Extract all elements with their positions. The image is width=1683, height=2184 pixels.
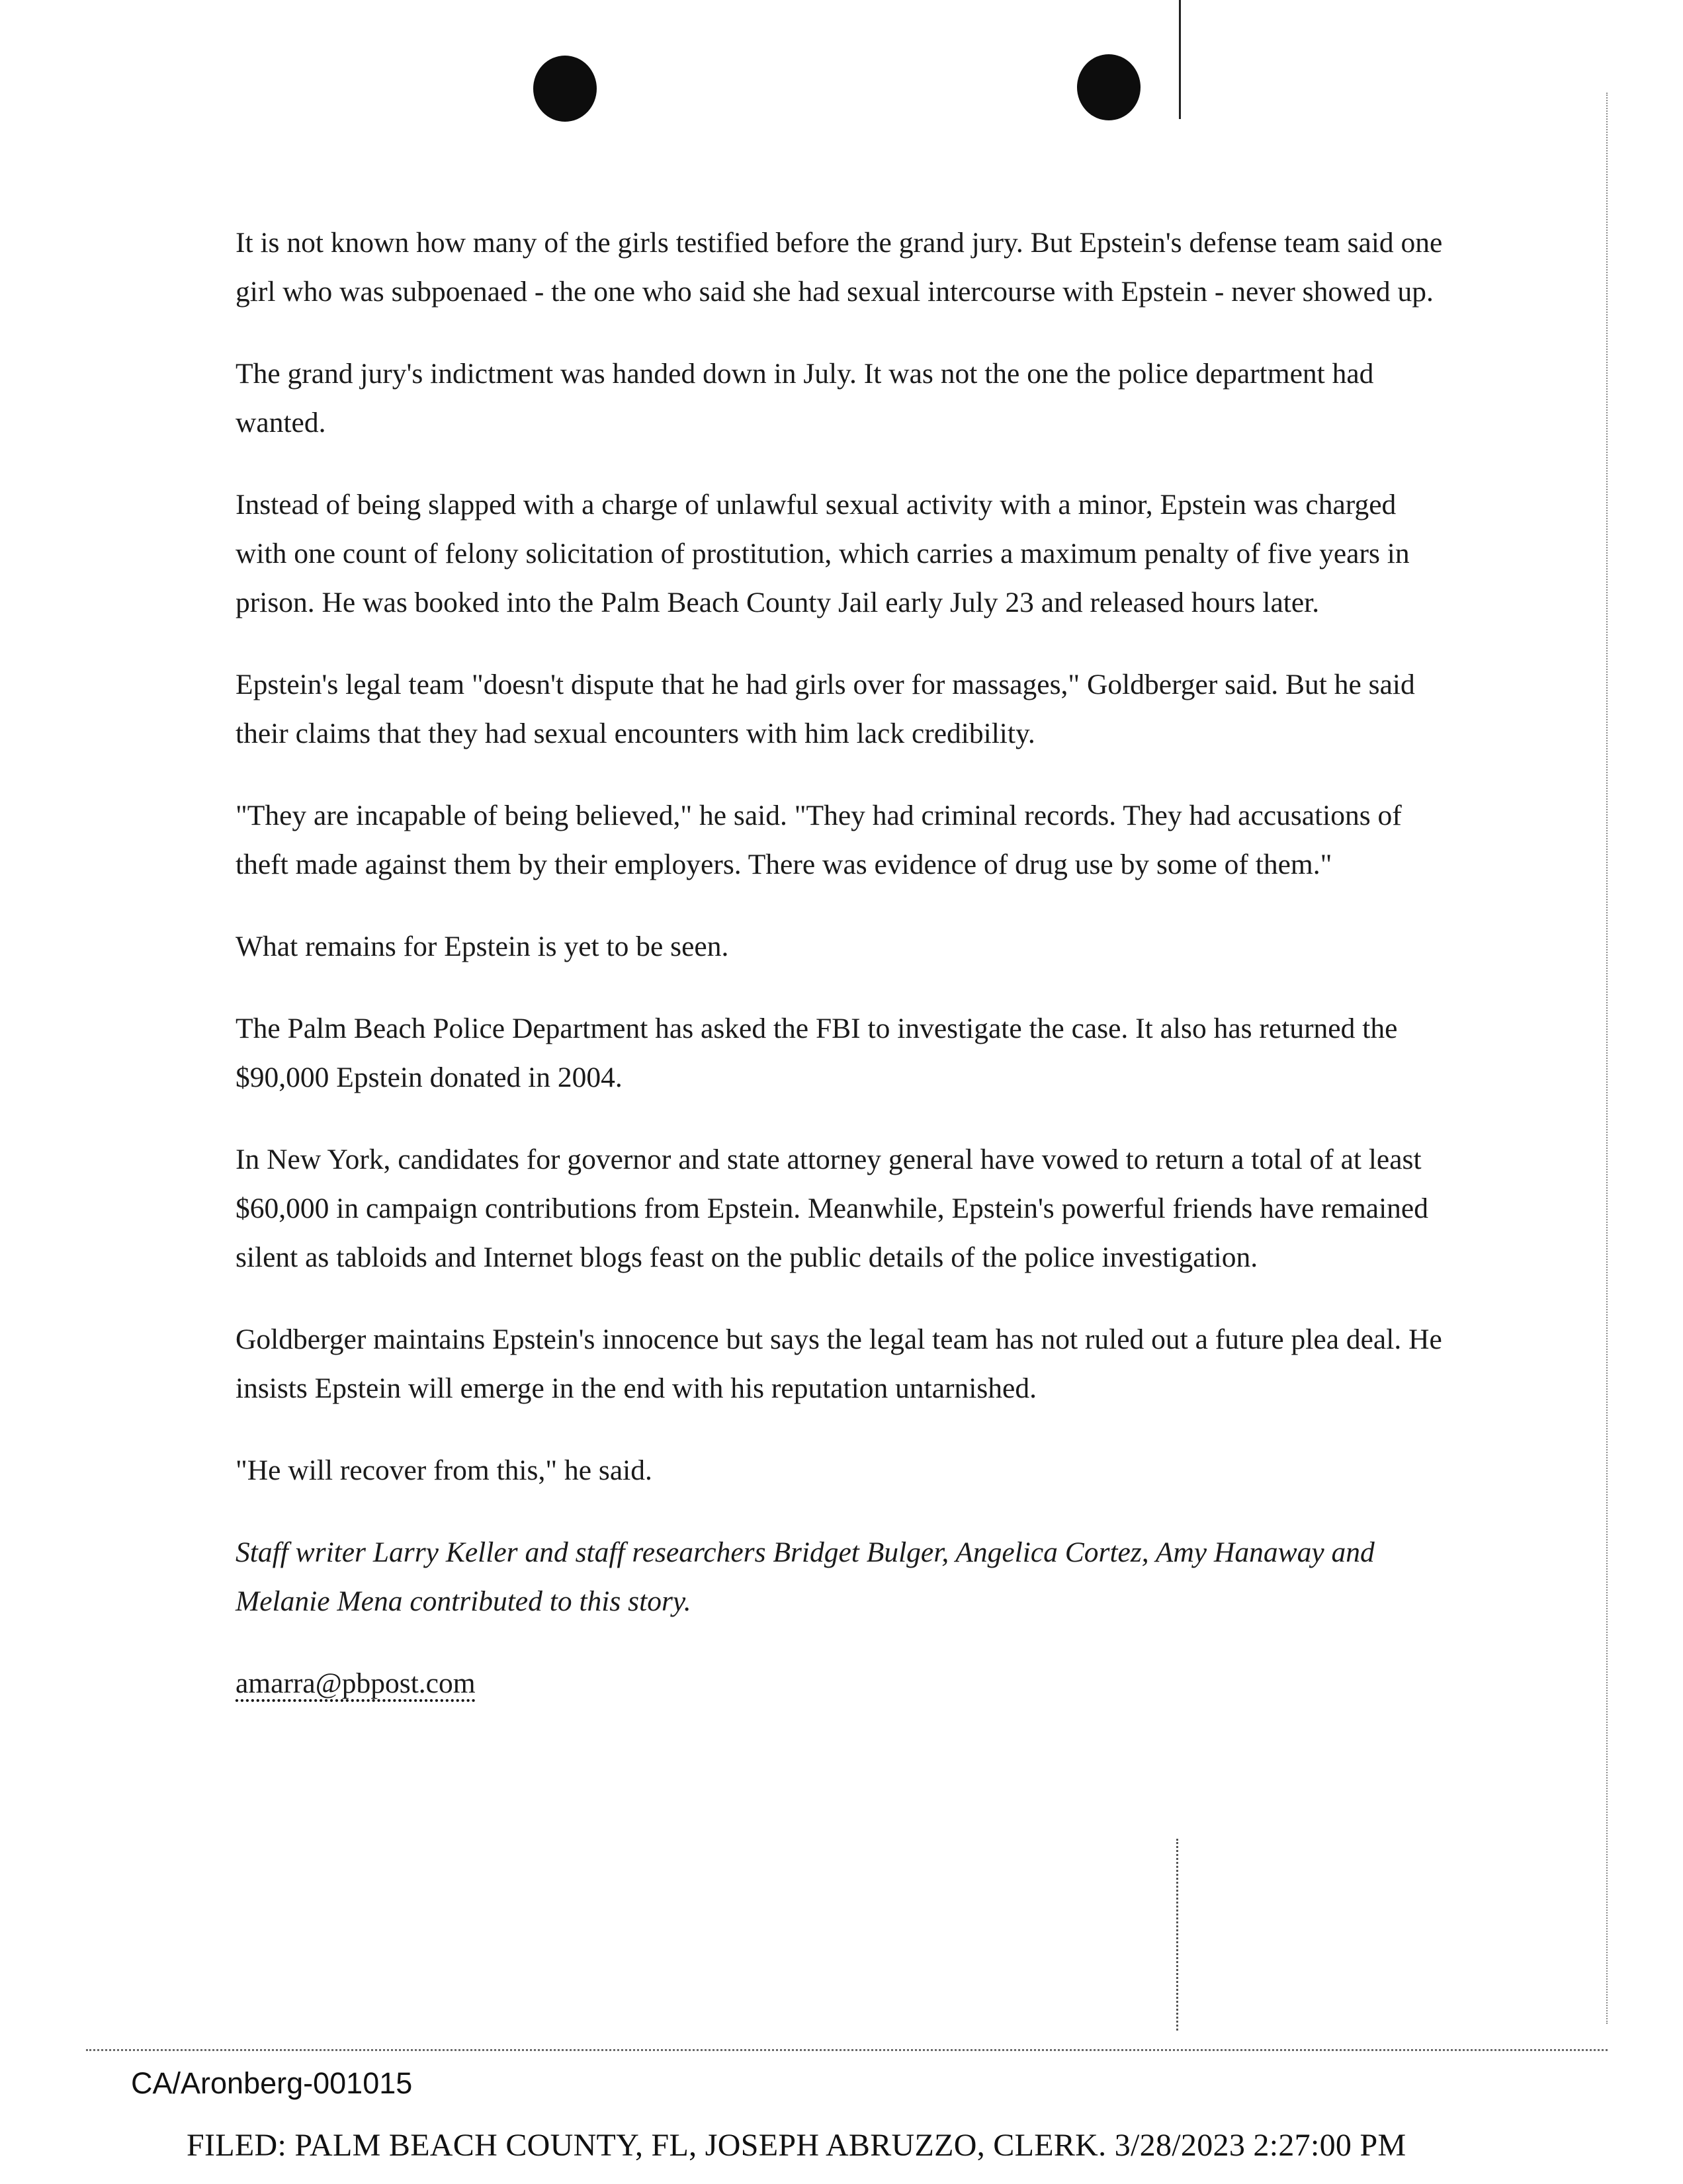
filing-stamp: FILED: PALM BEACH COUNTY, FL, JOSEPH ABRUZZO, CLERK. 3/28/2023 2:27:00 PM <box>187 2128 1406 2163</box>
article-paragraph: What remains for Epstein is yet to be seen. <box>236 931 729 962</box>
scan-artifact-line-top <box>1179 0 1181 119</box>
bates-number: CA/Aronberg-001015 <box>131 2066 413 2100</box>
staff-credit: Staff writer Larry Keller and staff researchers Bridget Bulger, Angelica Cortez, Amy Hanaway and Melanie Mena contributed to this story. <box>236 1536 1375 1617</box>
punch-hole-right <box>1077 54 1141 120</box>
article-paragraph: It is not known how many of the girls testified before the grand jury. But Epstein's defense team said one girl who was subpoenaed - the one who said she had sexual intercourse with Epstein - never showed up. <box>236 227 1443 308</box>
scan-artifact-line-lower <box>1176 1839 1178 2031</box>
email-line <box>236 1659 1453 1708</box>
article-paragraph: In New York, candidates for governor and state attorney general have vowed to return a total of at least $60,000 in campaign contributions from Epstein. Meanwhile, Epstein's powerful friends have remained silent as tabloids and Internet blogs feast on the public details of the police investigation. <box>236 1144 1428 1273</box>
scan-artifact-line-right <box>1606 93 1608 2024</box>
article-paragraph: "They are incapable of being believed," he said. "They had criminal records. They had accusations of theft made against them by their employers. There was evidence of drug use by some of them." <box>236 800 1402 880</box>
article-paragraph: Instead of being slapped with a charge of unlawful sexual activity with a minor, Epstein was charged with one count of felony solicitation of prostitution, which carries a maximum penalty of five years in prison. He was booked into the Palm Beach County Jail early July 23 and released hours later. <box>236 489 1410 618</box>
article-paragraph: The Palm Beach Police Department has asked the FBI to investigate the case. It also has returned the $90,000 Epstein donated in 2004. <box>236 1013 1398 1093</box>
article-paragraph: "He will recover from this," he said. <box>236 1454 652 1486</box>
author-email-link[interactable]: amarra@pbpost.com <box>236 1667 476 1699</box>
article-body <box>236 218 1453 1741</box>
article-paragraph: Epstein's legal team "doesn't dispute that he had girls over for massages," Goldberger said. But he said their claims that they had sexual encounters with him lack credibility. <box>236 669 1415 749</box>
article-paragraph: Goldberger maintains Epstein's innocence but says the legal team has not ruled out a future plea deal. He insists Epstein will emerge in the end with his reputation untarnished. <box>236 1323 1442 1404</box>
scan-artifact-line-bottom <box>86 2049 1608 2051</box>
article-paragraph: The grand jury's indictment was handed down in July. It was not the one the police department had wanted. <box>236 358 1374 439</box>
punch-hole-left <box>533 56 597 122</box>
